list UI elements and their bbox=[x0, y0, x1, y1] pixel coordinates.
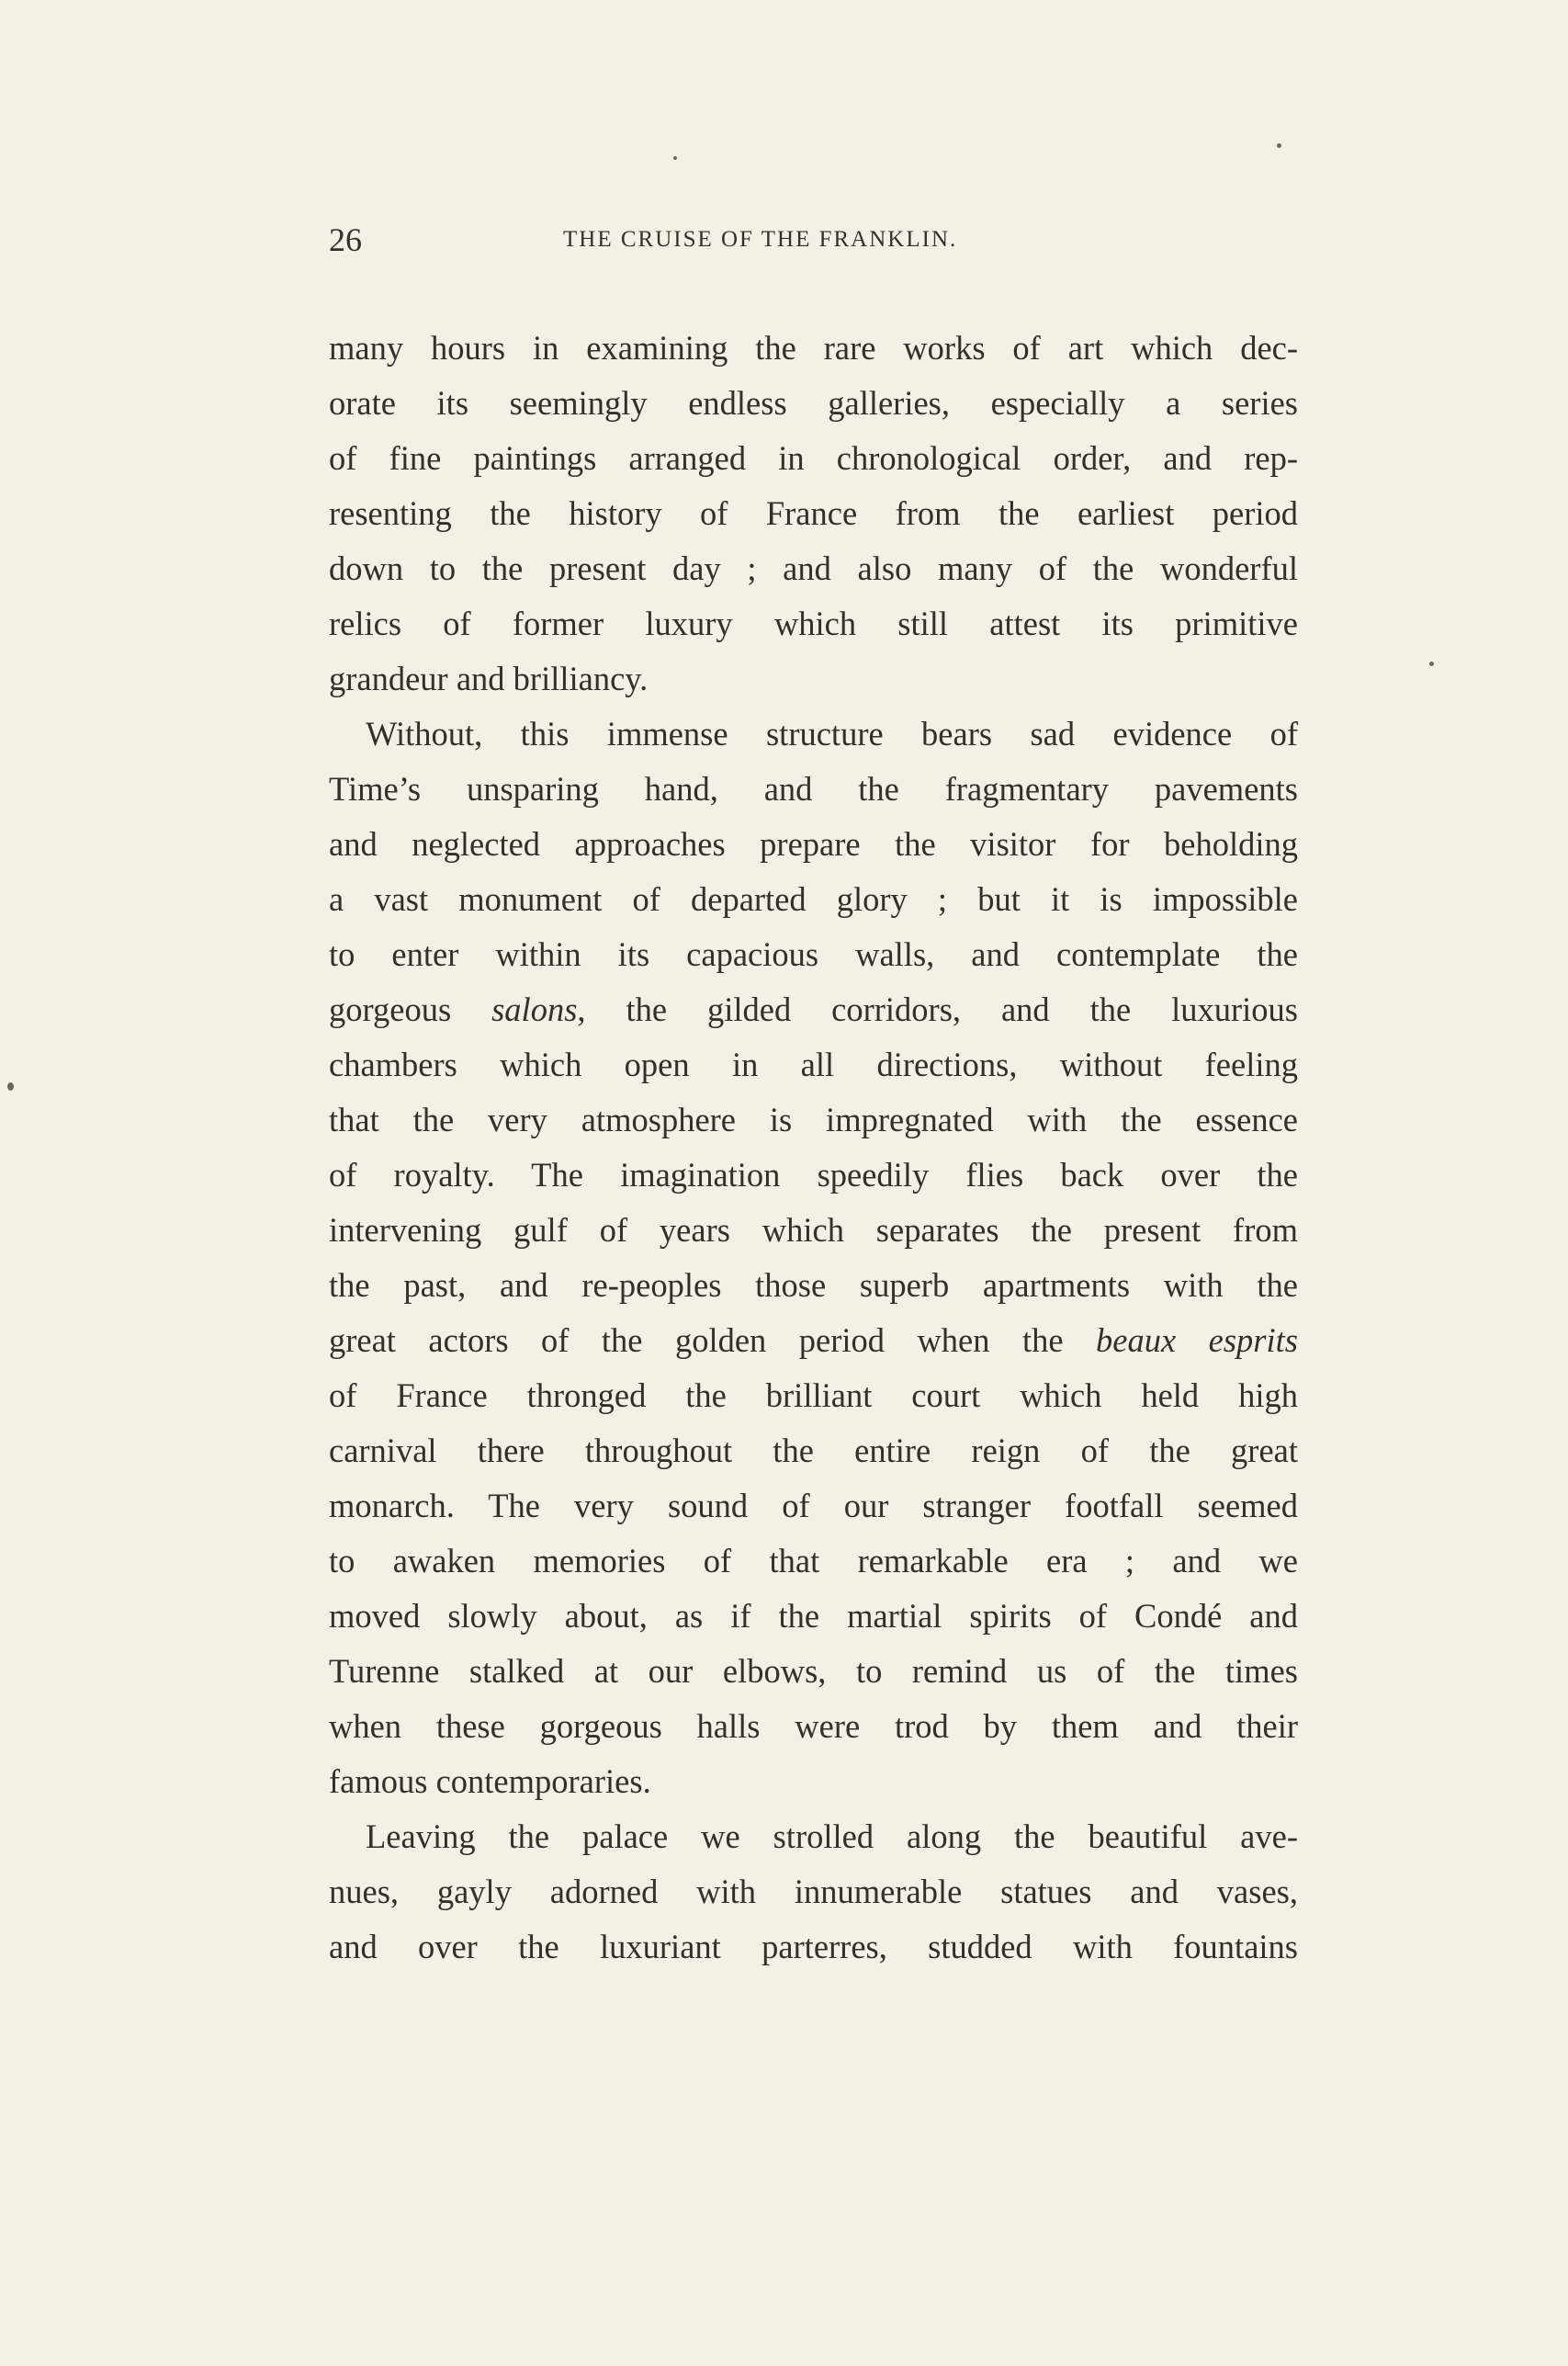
running-head bbox=[329, 217, 1298, 263]
text-line: of fine paintings arranged in chronological order, and rep- bbox=[329, 439, 1298, 477]
text-line: grandeur and brilliancy. bbox=[329, 660, 649, 697]
text-line: to awaken memories of that remarkable era ; and we bbox=[329, 1542, 1298, 1579]
text-line: chambers which open in all directions, without feeling bbox=[329, 1046, 1298, 1083]
text-line: down to the present day ; and also many of the wonderful bbox=[329, 549, 1298, 587]
text-line: famous contemporaries. bbox=[329, 1762, 651, 1800]
text-line: Turenne stalked at our elbows, to remind us of the times bbox=[329, 1652, 1298, 1690]
text-line: a vast monument of departed glory ; but it is impossible bbox=[329, 880, 1298, 918]
text-line: that the very atmosphere is impregnated with the essence bbox=[329, 1101, 1298, 1138]
text-line: orate its seemingly endless galleries, especially a series bbox=[329, 384, 1298, 422]
text-line: and neglected approaches prepare the visitor for beholding bbox=[329, 825, 1298, 863]
text-line: of royalty. The imagination speedily flies back over the bbox=[329, 1156, 1298, 1194]
book-page bbox=[329, 217, 1298, 1975]
text-line: monarch. The very sound of our stranger footfall seemed bbox=[329, 1487, 1298, 1524]
text-line: resenting the history of France from the earliest period bbox=[329, 494, 1298, 532]
italic-phrase: salons bbox=[491, 991, 578, 1028]
text-line: many hours in examining the rare works of art which dec- bbox=[329, 329, 1298, 367]
text-line: relics of former luxury which still attest its primitive bbox=[329, 605, 1298, 642]
text-line: of France thronged the brilliant court which held high bbox=[329, 1376, 1298, 1414]
text-line: Leaving the palace we strolled along the beautiful ave- bbox=[366, 1817, 1298, 1855]
text-line: Time’s unsparing hand, and the fragmentary pavements bbox=[329, 770, 1298, 808]
text-line: and over the luxuriant parterres, studded with fountains bbox=[329, 1928, 1298, 1965]
text-line: moved slowly about, as if the martial spirits of Condé and bbox=[329, 1597, 1298, 1635]
text-line: intervening gulf of years which separates the present from bbox=[329, 1211, 1298, 1249]
paper-speck bbox=[1429, 662, 1434, 666]
paper-speck bbox=[673, 156, 677, 160]
text-line: gorgeous salons, the gilded corridors, and the luxurious bbox=[329, 991, 1298, 1028]
paragraph-3 bbox=[329, 1809, 1298, 1975]
text-line: great actors of the golden period when the beaux esprits bbox=[329, 1321, 1298, 1359]
page-number: 26 bbox=[329, 221, 362, 258]
paper-speck bbox=[1277, 143, 1281, 148]
body-text bbox=[329, 321, 1298, 1975]
running-title: THE CRUISE OF THE FRANKLIN. bbox=[563, 227, 958, 252]
italic-phrase: beaux esprits bbox=[1096, 1321, 1298, 1359]
text-line: the past, and re-peoples those superb apartments with the bbox=[329, 1266, 1298, 1304]
text-line: Without, this immense structure bears sad evidence of bbox=[366, 715, 1298, 753]
paper-speck bbox=[7, 1082, 14, 1091]
text-line: to enter within its capacious walls, and contemplate the bbox=[329, 935, 1298, 973]
text-line: carnival there throughout the entire reign of the great bbox=[329, 1432, 1298, 1469]
paragraph-1 bbox=[329, 321, 1298, 707]
text-line: when these gorgeous halls were trod by them and their bbox=[329, 1707, 1298, 1745]
text-line: nues, gayly adorned with innumerable statues and vases, bbox=[329, 1873, 1298, 1910]
paragraph-2 bbox=[329, 707, 1298, 1809]
